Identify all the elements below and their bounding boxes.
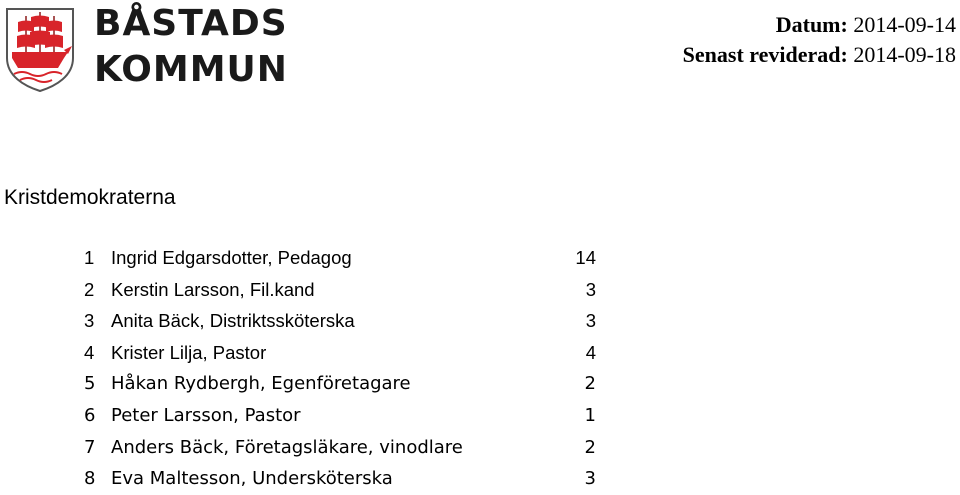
revised-value: 2014-09-18 (853, 42, 956, 67)
date-line (683, 10, 956, 40)
candidate-votes: 14 (575, 247, 596, 268)
municipality-name-line1: BÅSTADS (94, 3, 288, 44)
list-item (84, 400, 604, 432)
list-item (84, 368, 604, 400)
candidate-votes: 1 (584, 404, 596, 426)
revised-label: Senast reviderad: (682, 42, 848, 67)
municipality-name-line2: KOMMUN (94, 49, 288, 90)
candidate-number: 7 (84, 436, 96, 458)
candidate-number: 1 (84, 247, 95, 268)
candidate-votes: 4 (585, 341, 596, 363)
candidate-number: 4 (84, 341, 95, 363)
document-dates (683, 10, 956, 70)
candidate-name: Kerstin Larsson, Fil.kand (111, 278, 315, 300)
list-item (84, 274, 604, 306)
candidate-name: Eva Maltesson, Undersköterska (111, 468, 393, 490)
list-item (84, 337, 604, 369)
list-item (84, 305, 604, 337)
candidate-name: Krister Lilja, Pastor (111, 341, 267, 363)
candidate-votes: 3 (585, 310, 596, 332)
party-heading: Kristdemokraterna (4, 186, 176, 209)
candidate-name: Håkan Rydbergh, Egenföretagare (111, 373, 411, 395)
candidate-number: 3 (84, 310, 95, 332)
candidate-name: Ingrid Edgarsdotter, Pedagog (111, 247, 352, 268)
candidate-votes: 2 (584, 436, 596, 458)
candidate-number: 8 (84, 468, 96, 490)
list-item (84, 463, 604, 495)
list-item (84, 432, 604, 464)
candidate-votes: 3 (584, 468, 596, 490)
candidate-number: 5 (84, 373, 96, 395)
date-value: 2014-09-14 (853, 12, 956, 37)
candidate-list (84, 242, 604, 495)
ship-shield-icon (4, 6, 76, 92)
candidate-name: Peter Larsson, Pastor (111, 404, 301, 426)
list-item (84, 242, 604, 274)
candidate-number: 6 (84, 404, 96, 426)
revised-line (683, 40, 956, 70)
candidate-number: 2 (84, 278, 95, 300)
candidate-name: Anita Bäck, Distriktssköterska (111, 310, 355, 332)
candidate-name: Anders Bäck, Företagsläkare, vinodlare (111, 436, 463, 458)
candidate-votes: 3 (585, 278, 596, 300)
municipality-logo (4, 4, 300, 94)
candidate-votes: 2 (584, 373, 596, 395)
date-label: Datum: (775, 12, 848, 37)
